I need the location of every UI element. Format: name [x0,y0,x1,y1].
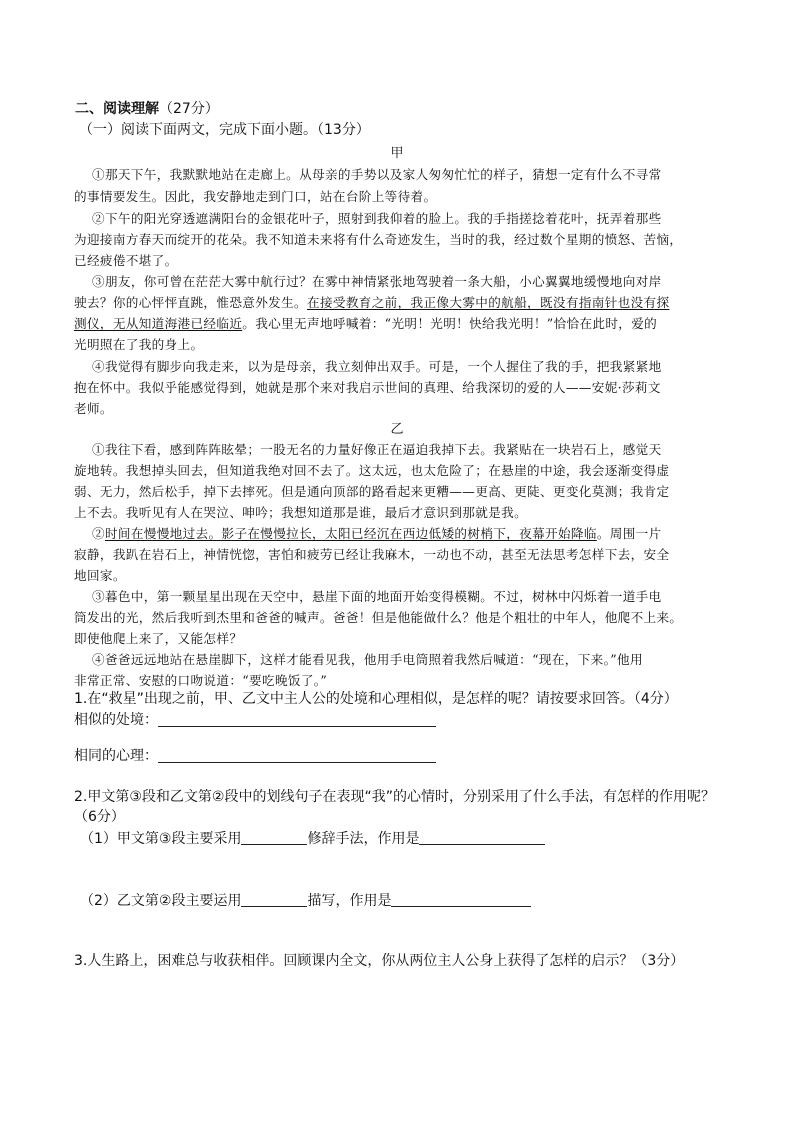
text-a-line: 光明照在了我的身上。 [74,337,204,352]
text-b-line: 寂静，我趴在岩石上，神情恍惚，害怕和疲劳已经让我麻木，一动也不动，甚至无法思考怎样下去，安全 [74,547,670,562]
underlined-sentence-b: 时间在慢慢地过去。影子在慢慢拉长，太阳已经沉在西边低矮的树梢下，夜幕开始降临 [104,526,597,541]
text-b-line: 上不去。我听见有人在哭泣、呻吟；我想知道那是谁，最后才意识到那就是我。 [74,505,528,520]
question-2-part-2: （2）乙文第②段主要运用 描写，作用是 [80,890,531,910]
text-b-line: ④爸爸远远地站在悬崖脚下，这样才能看见我，他用手电筒照着我然后喊道：“现在，下来。”他用 [92,652,643,667]
text-b-line: 地回家。 [74,568,126,583]
text-a-line: 测仪，无从知道海港已经临近。我心里无声地呼喊着：“光明！光明！快给我光明！”恰恰在此时，爱的 [74,316,658,331]
question-2-score: （6分） [74,809,125,825]
text-a-line: 的事情要发生。因此，我安静地走到门口，站在台阶上等待着。 [74,189,437,204]
text-a-line: 已经疲倦不堪了。 [74,253,178,268]
text-a-line: 老师。 [74,401,113,416]
question-1-prompt-situation: 相似的处境： [74,712,158,728]
text-a-line: ③朋友，你可曾在茫茫大雾中航行过？在雾中神情紧张地驾驶着一条大船，小心翼翼地缓慢地向对岸 [92,274,662,289]
underlined-sentence-a: 测仪，无从知道海港已经临近 [74,316,243,331]
answer-blank-mood[interactable] [158,762,436,763]
answer-blank-situation[interactable] [158,726,436,727]
text-b-line: 旋地转。我想掉头回去，但知道我绝对回不去了。这太远，也太危险了；在悬崖的中途，我会逐渐变得虚 [74,463,670,478]
answer-blank-rhetoric[interactable] [241,830,307,845]
subsection-instruction: （一）阅读下面两文，完成下面小题。（13分） [79,122,370,138]
question-3: 3.人生路上，困难总与收获相伴。回顾课内全文，你从两位主人公身上获得了怎样的启示？（3分） [74,953,685,969]
underlined-sentence-a: 在接受教育之前，我正像大雾中的航船，既没有指南针也没有探 [307,295,670,310]
text-a-line: 抱在怀中。我似乎能感觉得到，她就是那个来对我启示世间的真理、给我深切的爱的人——安妮·莎莉文 [74,380,661,395]
text-b-heading: 乙 [390,422,404,437]
question-2-part-1: （1）甲文第③段主要采用 修辞手法，作用是 [80,828,545,848]
question-1-prompt-mood: 相同的心理： [74,748,158,764]
text-b-line: ①我往下看，感到阵阵眩晕；一股无名的力量好像正在逼迫我掉下去。我紧贴在一块岩石上，感觉天 [92,442,662,457]
text-a-heading: 甲 [390,146,404,161]
text-a-line: ①那天下午，我默默地站在走廊上。从母亲的手势以及家人匆匆忙忙的样子，猜想一定有什么不寻常 [92,167,662,182]
text-b-line: 即使他爬上来了，又能怎样？ [74,631,243,646]
text-a-line: 驶去？你的心怦怦直跳，惟恐意外发生。在接受教育之前，我正像大雾中的航船，既没有指南针也没有探 [74,295,670,310]
answer-blank-effect-b[interactable] [391,892,531,907]
text-b-line: ②时间在慢慢地过去。影子在慢慢拉长，太阳已经沉在西边低矮的树梢下，夜幕开始降临。周围一片 [92,526,662,541]
text-b-line: 筒发出的光，然后我听到杰里和爸爸的喊声。爸爸！但是他能做什么？他是个粗壮的中年人，他爬不上来。 [74,610,683,625]
text-b-line: ③暮色中，第一颗星星出现在天空中，悬崖下面的地面开始变得模糊。不过，树林中闪烁着一道手电 [92,589,662,604]
question-1: 1.在“救星”出现之前，甲、乙文中主人公的处境和心理相似，是怎样的呢？请按要求回答。（4分） [74,691,678,707]
text-a-line: ④我觉得有脚步向我走来，以为是母亲，我立刻伸出双手。可是，一个人握住了我的手，把我紧紧地 [92,359,662,374]
answer-blank-description[interactable] [241,892,307,907]
text-a-line: ②下午的阳光穿透遮满阳台的金银花叶子，照射到我仰着的脸上。我的手指搓捻着花叶，抚弄着那些 [92,211,662,226]
text-b-line: 弱、无力，然后松手，掉下去摔死。但是通向顶部的路看起来更糟——更高、更陡、更变化莫测；我肯定 [74,484,670,499]
section-title: 二、阅读理解（27分） [75,101,219,117]
text-a-line: 为迎接南方春天而绽开的花朵。我不知道未来将有什么奇迹发生，当时的我，经过数个星期的愤怒、苦恼， [74,232,683,247]
text-b-line: 非常正常、安慰的口吻说道：“要吃晚饭了。” [74,673,328,688]
answer-blank-effect-a[interactable] [419,830,545,845]
question-2: 2.甲文第③段和乙文第②段中的划线句子在表现“我”的心情时，分别采用了什么手法，有怎样的作用呢？ [74,789,715,805]
